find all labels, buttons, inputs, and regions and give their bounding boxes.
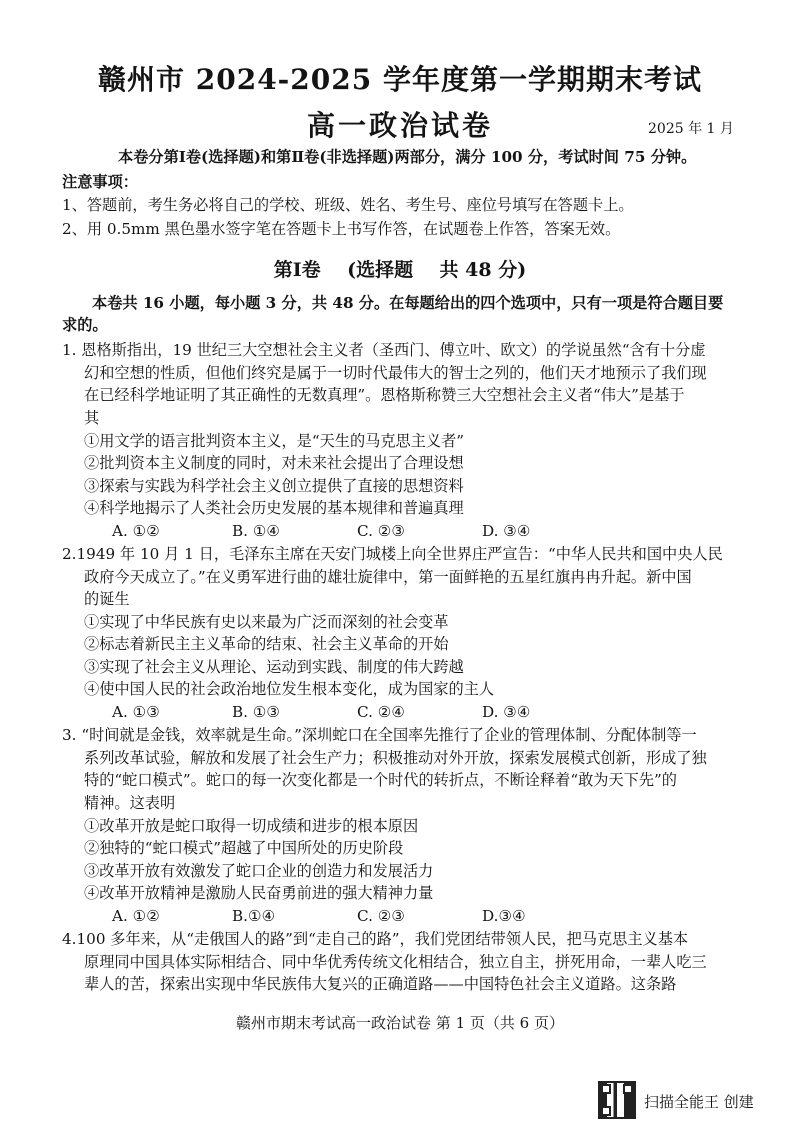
statement-item: ④科学地揭示了人类社会历史发展的基本规律和普遍真理 bbox=[84, 499, 464, 517]
statement-item: ④改革开放精神是激励人民奋勇前进的强大精神力量 bbox=[84, 884, 434, 902]
statement-item: ③改革开放有效激发了蛇口企业的创造力和发展活力 bbox=[84, 862, 434, 880]
statement-item: ①改革开放是蛇口取得一切成绩和进步的根本原因 bbox=[84, 817, 419, 835]
notes-title: 注意事项： bbox=[62, 173, 138, 191]
question-stem-line: 4.100 多年来，从“走俄国人的路”到“走自己的路”，我们党团结带领人民，把马克思主义基本 bbox=[62, 930, 689, 948]
answer-option-a[interactable]: A. ①③ bbox=[112, 703, 160, 721]
answer-option-a[interactable]: A. ①② bbox=[112, 522, 160, 540]
answer-option-c[interactable]: C. ②③ bbox=[357, 907, 405, 925]
statement-item: ④使中国人民的社会政治地位发生根本变化，成为国家的主人 bbox=[84, 680, 495, 698]
section-instructions: 求的。 bbox=[62, 316, 108, 334]
statement-item: ①实现了中华民族有史以来最为广泛而深刻的社会变革 bbox=[84, 613, 449, 631]
note-item: 2、用 0.5mm 黑色墨水签字笔在答题卡上书写作答，在试题卷上作答，答案无效。 bbox=[62, 220, 621, 238]
question-stem-line: 3. “时间就是金钱，效率就是生命。”深圳蛇口在全国率先推行了企业的管理体制、分配体制等一 bbox=[62, 726, 697, 744]
question-stem-line: 1. 恩格斯指出，19 世纪三大空想社会主义者（圣西门、傅立叶、欧文）的学说虽然“含有十分虚 bbox=[62, 341, 706, 359]
question-stem-line: 系列改革试验，解放和发展了社会生产力；积极推动对外开放，探索发展模式创新，形成了独 bbox=[84, 749, 707, 767]
qr-code-icon bbox=[598, 1081, 636, 1119]
exam-title: 赣州市 2024-2025 学年度第一学期期末考试 bbox=[98, 63, 702, 96]
question-stem-line: 精神。这表明 bbox=[84, 794, 176, 812]
question-stem-line: 原理同中国具体实际相结合、同中华优秀传统文化相结合，独立自主，拼死用命，一辈人吃三 bbox=[84, 953, 707, 971]
exam-date: 2025 年 1 月 bbox=[648, 121, 734, 137]
question-stem-line: 在已经科学地证明了其正确性的无数真理”。恩格斯称赞三大空想社会主义者“伟大”是基于 bbox=[84, 386, 685, 404]
question-stem-line: 辈人的苦，探索出实现中华民族伟大复兴的正确道路——中国特色社会主义道路。这条路 bbox=[84, 975, 677, 993]
answer-option-c[interactable]: C. ②④ bbox=[357, 703, 405, 721]
exam-intro: 本卷分第Ⅰ卷(选择题)和第Ⅱ卷(非选择题)两部分，满分 100 分，考试时间 75 分钟。 bbox=[118, 148, 697, 166]
section-title: 第Ⅰ卷 (选择题 共 48 分) bbox=[273, 259, 527, 281]
answer-option-b[interactable]: B.①④ bbox=[232, 907, 276, 925]
statement-item: ③实现了社会主义从理论、运动到实践、制度的伟大跨越 bbox=[84, 658, 464, 676]
statement-item: ②批判资本主义制度的同时，对未来社会提出了合理设想 bbox=[84, 454, 464, 472]
question-stem-line: 特的“蛇口模式”。蛇口的每一次变化都是一个时代的转折点，不断诠释着“敢为天下先”的 bbox=[84, 771, 677, 789]
page-footer: 赣州市期末考试高一政治试卷 第 1 页（共 6 页） bbox=[236, 1014, 564, 1032]
question-stem-line: 的诞生 bbox=[84, 590, 130, 608]
question-stem-line: 其 bbox=[84, 409, 100, 427]
answer-option-d[interactable]: D. ③④ bbox=[482, 703, 531, 721]
note-item: 1、答题前，考生务必将自己的学校、班级、姓名、考生号、座位号填写在答题卡上。 bbox=[62, 196, 634, 214]
answer-option-b[interactable]: B. ①④ bbox=[232, 522, 281, 540]
question-stem-line: 2.1949 年 10 月 1 日，毛泽东主席在天安门城楼上向全世界庄严宣告：“中华人民共和国中央人民 bbox=[62, 545, 723, 563]
answer-option-c[interactable]: C. ②③ bbox=[357, 522, 405, 540]
exam-subtitle: 高一政治试卷 bbox=[306, 109, 493, 142]
answer-option-b[interactable]: B. ①③ bbox=[232, 703, 281, 721]
statement-item: ③探索与实践为科学社会主义创立提供了直接的思想资料 bbox=[84, 477, 464, 495]
section-instructions: 本卷共 16 小题，每小题 3 分，共 48 分。在每题给出的四个选项中，只有一项是符合题目要 bbox=[92, 294, 724, 312]
statement-item: ①用文学的语言批判资本主义，是“天生的马克思主义者” bbox=[84, 432, 465, 450]
scanner-watermark: 扫描全能王 创建 bbox=[644, 1093, 754, 1111]
answer-option-d[interactable]: D.③④ bbox=[482, 907, 526, 925]
statement-item: ②标志着新民主主义革命的结束、社会主义革命的开始 bbox=[84, 635, 449, 653]
statement-item: ②独特的“蛇口模式”超越了中国所处的历史阶段 bbox=[84, 839, 404, 857]
answer-option-d[interactable]: D. ③④ bbox=[482, 522, 531, 540]
question-stem-line: 幻和空想的性质，但他们终究是属于一切时代最伟大的智士之列的，他们天才地预示了我们现 bbox=[84, 364, 707, 382]
question-stem-line: 政府今天成立了。”在义勇军进行曲的雄壮旋律中，第一面鲜艳的五星红旗冉冉升起。新中国 bbox=[84, 568, 692, 586]
answer-option-a[interactable]: A. ①② bbox=[112, 907, 160, 925]
